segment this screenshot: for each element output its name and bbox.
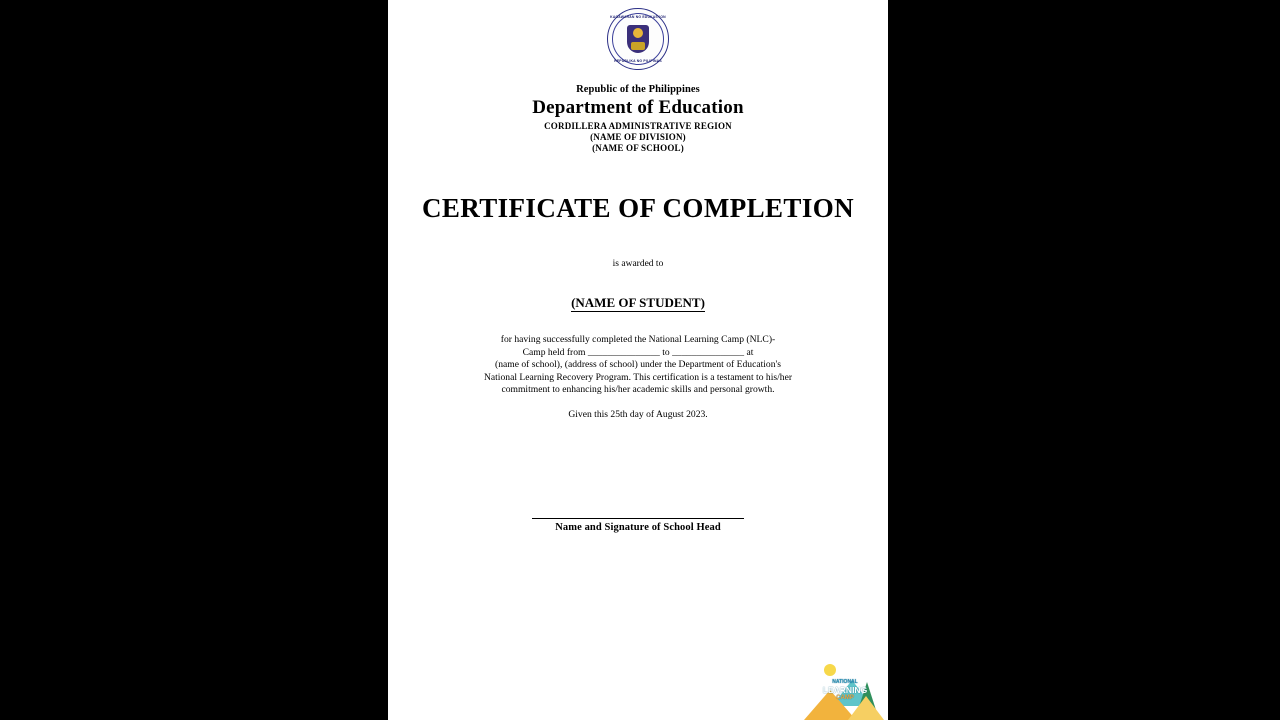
nlc-logo-line-1: NATIONAL bbox=[832, 679, 858, 685]
school-line: (NAME OF SCHOOL) bbox=[592, 143, 684, 153]
division-line: (NAME OF DIVISION) bbox=[590, 132, 686, 142]
signature-block bbox=[388, 518, 888, 533]
department-title: Department of Education bbox=[532, 97, 744, 118]
sun-icon bbox=[824, 664, 836, 676]
seal-bottom-text: REPUBLIKA NG PILIPINAS bbox=[614, 59, 662, 63]
body-line-2: Camp held from _______________ to _______________ at bbox=[522, 346, 754, 358]
national-learning-camp-logo bbox=[802, 662, 888, 720]
deped-seal-wrap bbox=[388, 8, 888, 70]
nlc-logo-line-3: CAMP bbox=[836, 695, 854, 701]
nlc-logo-text bbox=[808, 678, 882, 702]
body-line-1: for having successfully completed the National Learning Camp (NLC)- bbox=[500, 334, 776, 345]
nlc-logo-line-2: LEARNING bbox=[822, 685, 868, 695]
seal-top-text: KAGAWARAN NG EDUKASYON bbox=[610, 15, 666, 19]
awarded-to-label: is awarded to bbox=[612, 259, 664, 269]
republic-line: Republic of the Philippines bbox=[576, 84, 700, 95]
body-line-3: (name of school), (address of school) under the Department of Education's bbox=[495, 359, 781, 371]
certificate-page bbox=[388, 0, 888, 720]
student-name-field bbox=[388, 295, 888, 311]
body-line-4: National Learning Recovery Program. This certification is a testament to his/her bbox=[483, 371, 793, 383]
region-line: CORDILLERA ADMINISTRATIVE REGION bbox=[544, 121, 732, 131]
certificate-title: CERTIFICATE OF COMPLETION bbox=[421, 193, 855, 223]
seal-shield-icon bbox=[627, 25, 649, 53]
deped-seal-icon bbox=[607, 8, 669, 70]
signature-line bbox=[532, 518, 744, 519]
document-header bbox=[388, 84, 888, 153]
body-line-5: commitment to enhancing his/her academic skills and personal growth. bbox=[501, 384, 775, 396]
signature-label: Name and Signature of School Head bbox=[555, 522, 721, 533]
certificate-body bbox=[438, 334, 838, 397]
student-name-text: (NAME OF STUDENT) bbox=[571, 295, 705, 310]
given-date: Given this 25th day of August 2023. bbox=[568, 409, 708, 420]
